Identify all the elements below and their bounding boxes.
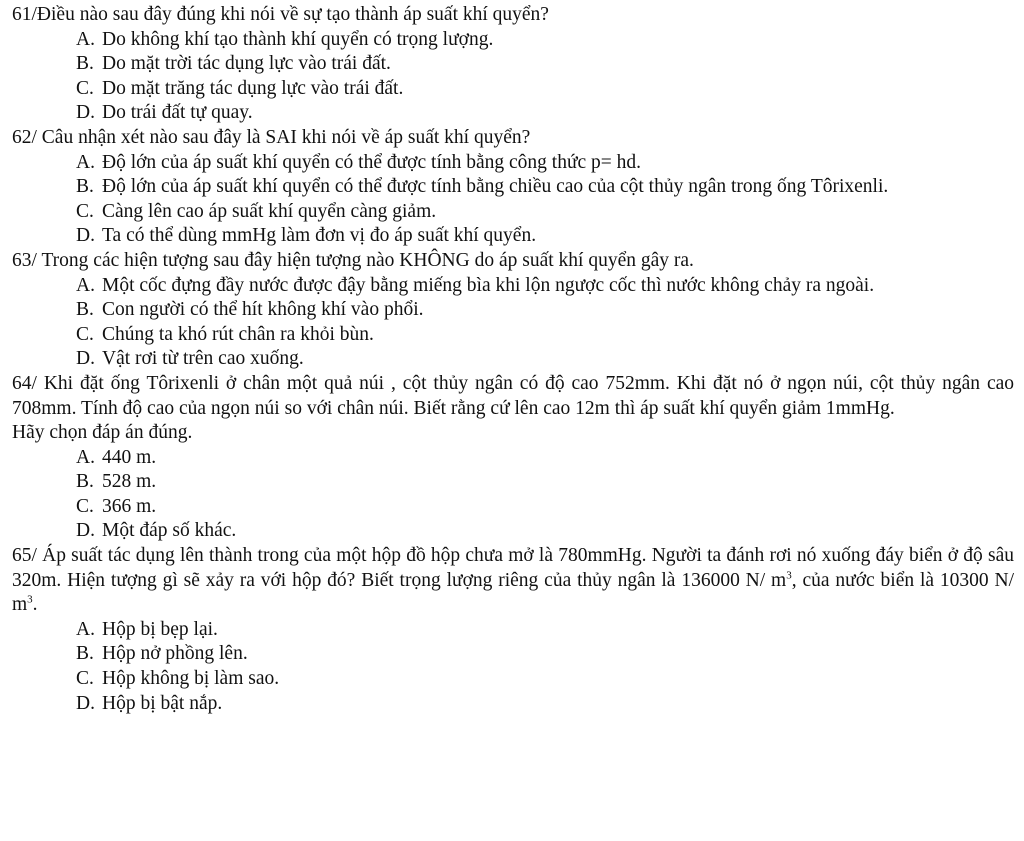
option-text: Do không khí tạo thành khí quyển có trọng lượng. [102,28,494,50]
question-stem: 64/ Khi đặt ống Tôrixenli ở chân một quả núi , cột thủy ngân có độ cao 752mm. Khi đặt nó ở ngọn núi, cột thủy ngân cao 708mm. Tính độ cao của ngọn núi so với chân núi. Biết rằng cứ lên cao 12m thì áp suất khí quyển giảm 1mmHg. [12,372,1014,419]
option-b [12,298,1014,323]
option-text: Hộp không bị làm sao. [102,668,280,690]
question-61 [12,3,1014,126]
option-letter: B. [76,299,94,321]
option-list [12,446,1014,544]
option-c [12,323,1014,348]
option-text: Một đáp số khác. [102,520,237,542]
option-text: Chúng ta khó rút chân ra khỏi bùn. [102,323,374,345]
stem-part: 65/ Áp suất tác dụng lên thành trong của một hộp đồ hộp chưa mở là 780mmHg. Người ta đánh rơi nó xuống đáy biển ở độ sâu 320m. Hiện tượng gì sẽ xảy ra với hộp đó? Biết trọng lượng riêng của thủy ngân là 136000 N/ m [12,545,1014,591]
question-stem: 62/ Câu nhận xét nào sau đây là SAI khi nói về áp suất khí quyển? [12,126,531,148]
option-text: Hộp bị bẹp lại. [102,618,218,640]
option-c [12,495,1014,520]
option-letter: A. [76,28,95,50]
option-text: Càng lên cao áp suất khí quyển càng giảm. [102,200,437,222]
option-text: Do mặt trời tác dụng lực vào trái đất. [102,53,391,75]
option-a [12,274,1014,299]
option-text: Ta có thể dùng mmHg làm đơn vị đo áp suất khí quyển. [102,225,537,247]
question-62 [12,126,1014,249]
option-a [12,151,1014,176]
option-b [12,52,1014,77]
question-64 [12,372,1014,544]
option-letter: B. [76,643,94,665]
option-a [12,446,1014,471]
option-letter: B. [76,53,94,75]
option-letter: A. [76,446,95,468]
option-d [12,347,1014,372]
option-a [12,28,1014,53]
option-letter: C. [76,323,94,345]
option-text: 440 m. [102,446,157,468]
option-c [12,667,1014,692]
option-letter: D. [76,348,95,370]
question-65 [12,544,1014,716]
superscript: 3 [786,569,792,582]
option-text: Độ lớn của áp suất khí quyển có thể được tính bằng công thức p= hd. [102,151,642,173]
option-letter: C. [76,200,94,222]
option-text: Do mặt trăng tác dụng lực vào trái đất. [102,77,404,99]
option-letter: D. [76,225,95,247]
option-letter: D. [76,520,95,542]
option-list [12,274,1014,372]
question-stem: 63/ Trong các hiện tượng sau đây hiện tượng nào KHÔNG do áp suất khí quyển gây ra. [12,249,694,271]
option-text: Hộp nở phồng lên. [102,643,248,665]
option-text: Vật rơi từ trên cao xuống. [102,348,304,370]
option-text: Hộp bị bật nắp. [102,692,223,714]
option-d [12,224,1014,249]
option-text: Do trái đất tự quay. [102,102,253,124]
option-c [12,77,1014,102]
option-letter: C. [76,668,94,690]
option-list [12,151,1014,249]
option-text: 366 m. [102,495,157,517]
question-63 [12,249,1014,372]
question-instruction: Hãy chọn đáp án đúng. [12,422,193,444]
option-b [12,175,1014,200]
stem-part: . [32,594,38,616]
option-letter: C. [76,77,94,99]
option-text: Một cốc đựng đầy nước được đậy bằng miếng bìa khi lộn ngược cốc thì nước không chảy ra ngoài. [102,274,875,296]
option-letter: A. [76,618,95,640]
option-a [12,618,1014,643]
option-b [12,470,1014,495]
option-list [12,28,1014,126]
question-stem [12,544,1014,618]
stem-part: , của nước biển là 10300 N/ m [12,569,1014,616]
option-letter: B. [76,176,94,198]
option-d [12,519,1014,544]
option-letter: D. [76,102,95,124]
option-text: 528 m. [102,471,157,493]
superscript: 3 [27,593,33,606]
option-letter: B. [76,471,94,493]
option-text: Con người có thể hít không khí vào phổi. [102,299,424,321]
option-letter: A. [76,274,95,296]
option-letter: A. [76,151,95,173]
option-d [12,101,1014,126]
question-stem: 61/Điều nào sau đây đúng khi nói về sự tạo thành áp suất khí quyển? [12,4,549,25]
option-b [12,642,1014,667]
option-letter: C. [76,495,94,517]
option-list [12,618,1014,716]
option-letter: D. [76,692,95,714]
option-c [12,200,1014,225]
option-text: Độ lớn của áp suất khí quyển có thể được tính bằng chiều cao của cột thủy ngân trong ống Tôrixenli. [102,176,889,198]
option-d [12,692,1014,717]
